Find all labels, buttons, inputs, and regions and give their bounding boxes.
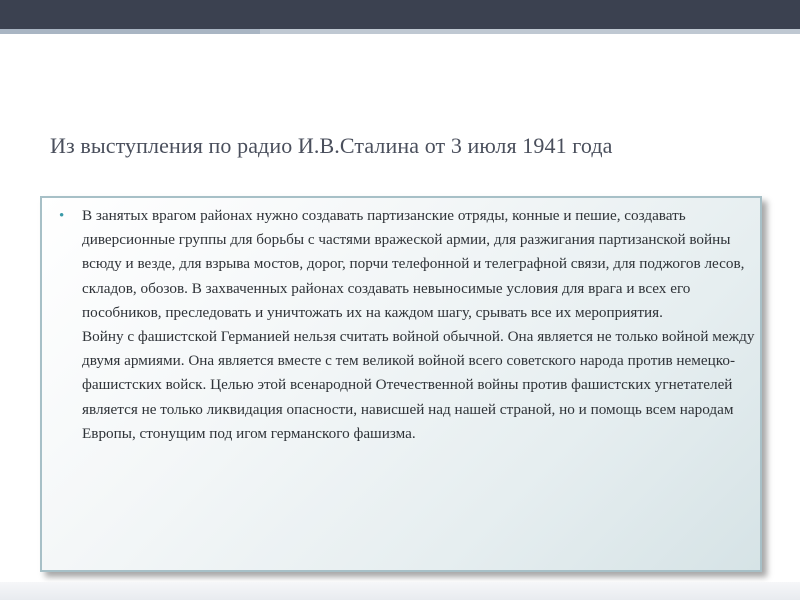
accent-stripe-right (260, 29, 800, 34)
slide-header-bar (0, 0, 800, 29)
slide-accent-stripe (0, 29, 800, 34)
bullet-marker-icon: • (59, 208, 65, 224)
accent-stripe-left (0, 29, 260, 34)
slide-title: Из выступления по радио И.В.Сталина от 3 июля 1941 года (50, 133, 613, 158)
bullet-item (60, 204, 760, 446)
bullet-text: В занятых врагом районах нужно создавать партизанские отряды, конные и пешие, создавать диверсионные группы для борьбы с частями вражеской армии, для разжигания партизанской войны всюду и везде, для взрыва мостов, дорог, порчи телефонной и телеграфной связи, для поджогов лесов, складов, обозов. В захваченных районах создавать невыносимые условия для врага и всех его пособников, преследовать и уничтожать их на каждом шагу, срывать все их мероприятия. Войну с фашистской Германией нельзя считать войной обычной. Она является не только войной между двумя армиями. Она является вместе с тем великой войной всего советского народа против немецко-фашистских войск. Целью этой всенародной Отечественной войны против фашистских угнетателей является не только ликвидация опасности, нависшей над нашей страной, но и помощь всем народам Европы, стонущим под игом германского фашизма. (82, 207, 755, 442)
content-box (40, 196, 762, 572)
slide-footer-band (0, 582, 800, 600)
